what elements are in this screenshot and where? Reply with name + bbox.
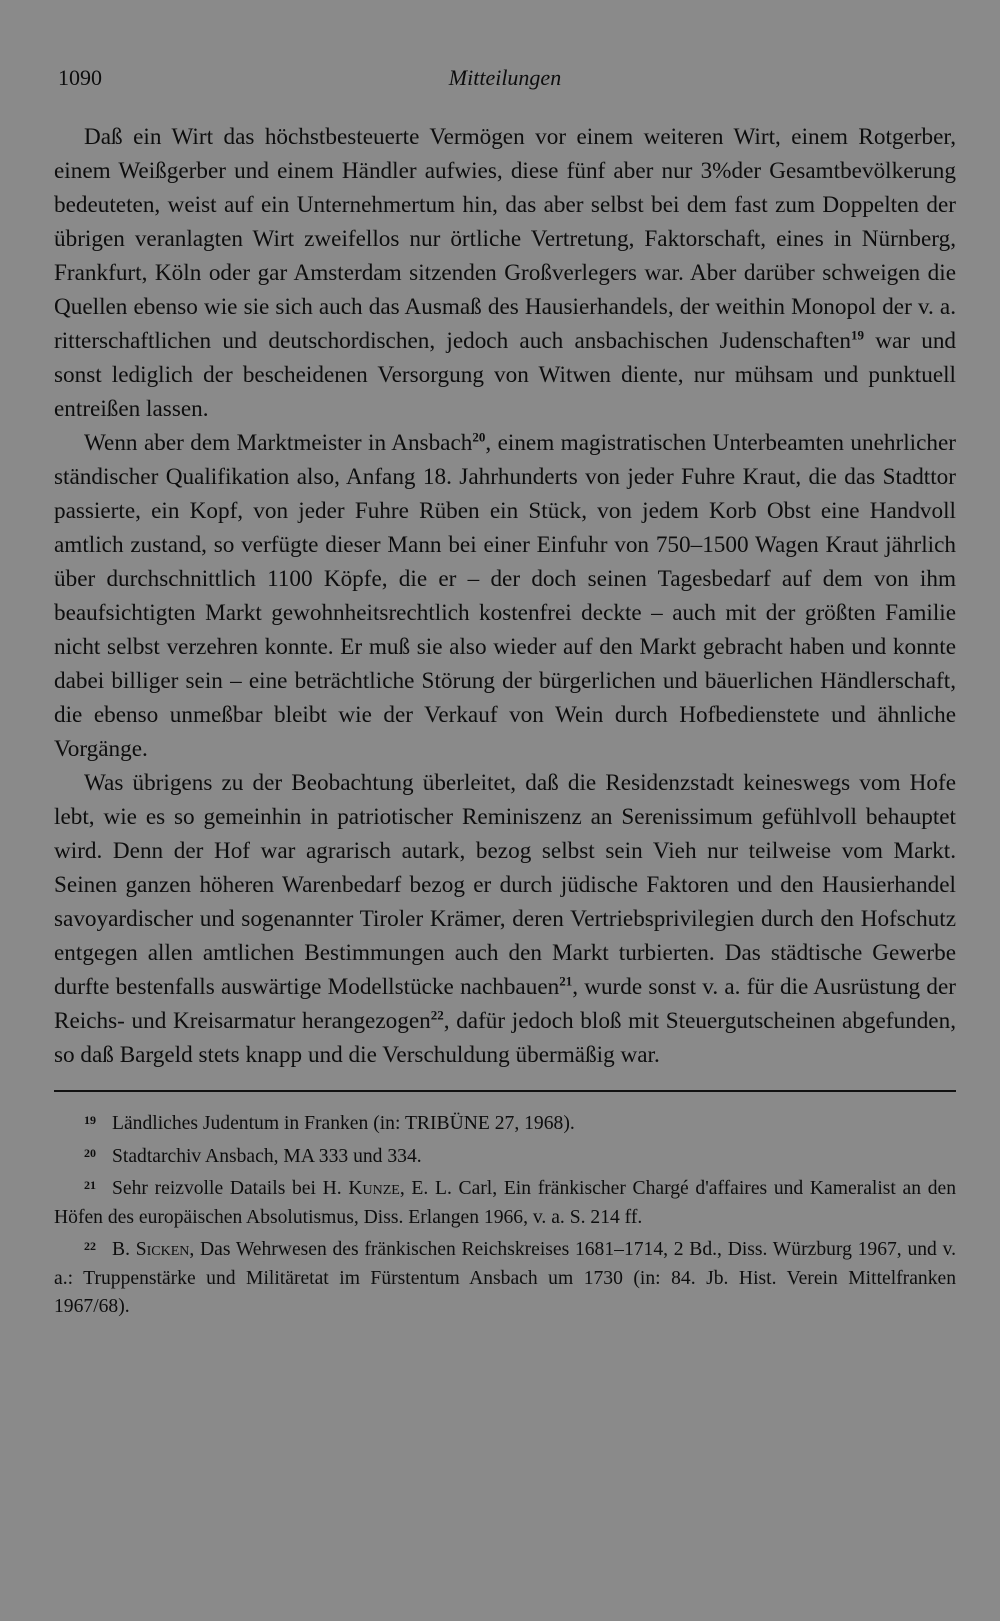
footnote-reference: 20 <box>472 429 486 445</box>
text-segment: , dafür jedoch bloß mit Steuergutscheinen abgefunden, so daß Bargeld stets knapp und die Verschuldung übermäßig war. <box>54 1008 956 1068</box>
footnote <box>54 1106 956 1139</box>
footnotes <box>54 1106 956 1322</box>
footnote-reference: 21 <box>559 973 573 989</box>
footnote-reference: 22 <box>430 1007 444 1023</box>
footnote-number: 20 <box>84 1145 96 1160</box>
body-text <box>54 120 956 1072</box>
text-segment: , einem magistratischen Unterbeamten unehrlicher ständischer Qualifikation also, Anfang 18. Jahrhunderts von jeder Fuhre Kraut, die das Stadttor passierte, ein Kopf, von jeder Fuhre Rüben ein Stück, von jedem Korb Obst eine Handvoll amtlich zustand, so verfügte dieser Mann bei einer Einfuhr von 750–1500 Wagen Kraut jährlich über durchschnittlich 1100 Köpfe, die er – der doch seinen Tagesbedarf auf dem von ihm beaufsichtigten Markt gewohnheitsrechtlich kostenfrei deckte – auch mit der größten Familie nicht selbst verzehren konnte. Er muß sie also wieder auf den Markt gebracht haben und konnte dabei billiger sein – eine beträchtliche Störung der bürgerlichen und bäuerlichen Händlerschaft, die ebenso unmeßbar bleibt wie der Verkauf von Wein durch Hofbedienstete und ähnliche Vorgänge. <box>54 430 956 762</box>
text-segment: war und sonst lediglich der bescheidenen Versorgung von Witwen diente, nur mühsam und punktuell entreißen lassen. <box>54 328 957 422</box>
author-name: Sicken <box>135 1239 190 1260</box>
paragraph <box>54 426 956 766</box>
text-segment: , Das Wehrwesen des fränkischen Reichskreises 1681–1714, 2 Bd., Diss. Würzburg 1967, und v. a.: Truppenstärke und Militäretat im Fürstentum Ansbach um 1730 (in: 84. Jb. Hist. Verein Mittelfranken 1967/68). <box>54 1239 956 1317</box>
text-segment: Was übrigens zu der Beobachtung überleitet, daß die Residenzstadt keineswegs vom Hofe lebt, wie es so gemeinhin in patriotischer Reminiszenz an Serenissimum gefühlvoll behauptet wird. Denn der Hof war agrarisch autark, bezog selbst sein Vieh nur teilweise vom Markt. Seinen ganzen höheren Warenbedarf bezog er durch jüdische Faktoren und den Hausierhandel savoyardischer und sogenannter Tiroler Krämer, deren Vertriebsprivilegien durch den Hofschutz entgegen allen amtlichen Bestimmungen auch den Markt turbierten. Das städtische Gewerbe durfte bestenfalls auswärtige Modellstücke nachbauen <box>54 770 956 1000</box>
footnote-number: 22 <box>84 1239 96 1253</box>
text-segment: Wenn aber dem Marktmeister in Ansbach <box>84 430 473 456</box>
footnote-reference: 19 <box>850 327 864 343</box>
text-segment: , wurde sonst v. a. für die Ausrüstung der Reichs- und Kreisarmatur herangezogen <box>54 974 956 1034</box>
page-header <box>54 60 956 96</box>
footnote <box>54 1171 956 1232</box>
paragraph <box>54 766 956 1072</box>
text-segment: Sehr reizvolle Datails bei H. <box>112 1178 349 1199</box>
author-name: Kunze <box>348 1178 400 1199</box>
footnote-rule <box>54 1090 956 1092</box>
footnote <box>54 1139 956 1172</box>
document-page <box>54 60 956 1600</box>
text-segment: Ländliches Judentum in Franken (in: TRIBÜNE 27, 1968). <box>112 1113 575 1134</box>
paragraph <box>54 120 956 426</box>
text-segment: , E. L. Carl, Ein fränkischer Chargé d'affaires und Kameralist an den Höfen des europäischen Absolutismus, Diss. Erlangen 1966, v. a. S. 214 ff. <box>54 1178 956 1228</box>
footnote-number: 21 <box>84 1178 96 1192</box>
running-title: Mitteilungen <box>448 65 562 90</box>
footnote-number: 19 <box>84 1113 96 1127</box>
text-segment: Daß ein Wirt das höchstbesteuerte Vermögen vor einem weiteren Wirt, einem Rotgerber, einem Weißgerber und einem Händler aufwies, diese fünf aber nur 3%der Gesamtbevölkerung bedeuteten, weist auf ein Unternehmertum hin, das aber selbst bei dem fast zum Doppelten der übrigen veranlagten Wirt zweifellos nur örtliche Vertretung, Faktorschaft, eines in Nürnberg, Frankfurt, Köln oder gar Amsterdam sitzenden Großverlegers war. Aber darüber schweigen die Quellen ebenso wie sie sich auch das Ausmaß des Hausierhandels, der weithin Monopol der v. a. ritterschaftlichen und deutschordischen, jedoch auch ansbachischen Judenschaften <box>54 124 956 354</box>
text-segment: Stadtarchiv Ansbach, MA 333 und 334. <box>112 1145 422 1167</box>
text-segment: B. <box>112 1239 136 1260</box>
page-number: 1090 <box>58 65 102 90</box>
footnote <box>54 1232 956 1322</box>
